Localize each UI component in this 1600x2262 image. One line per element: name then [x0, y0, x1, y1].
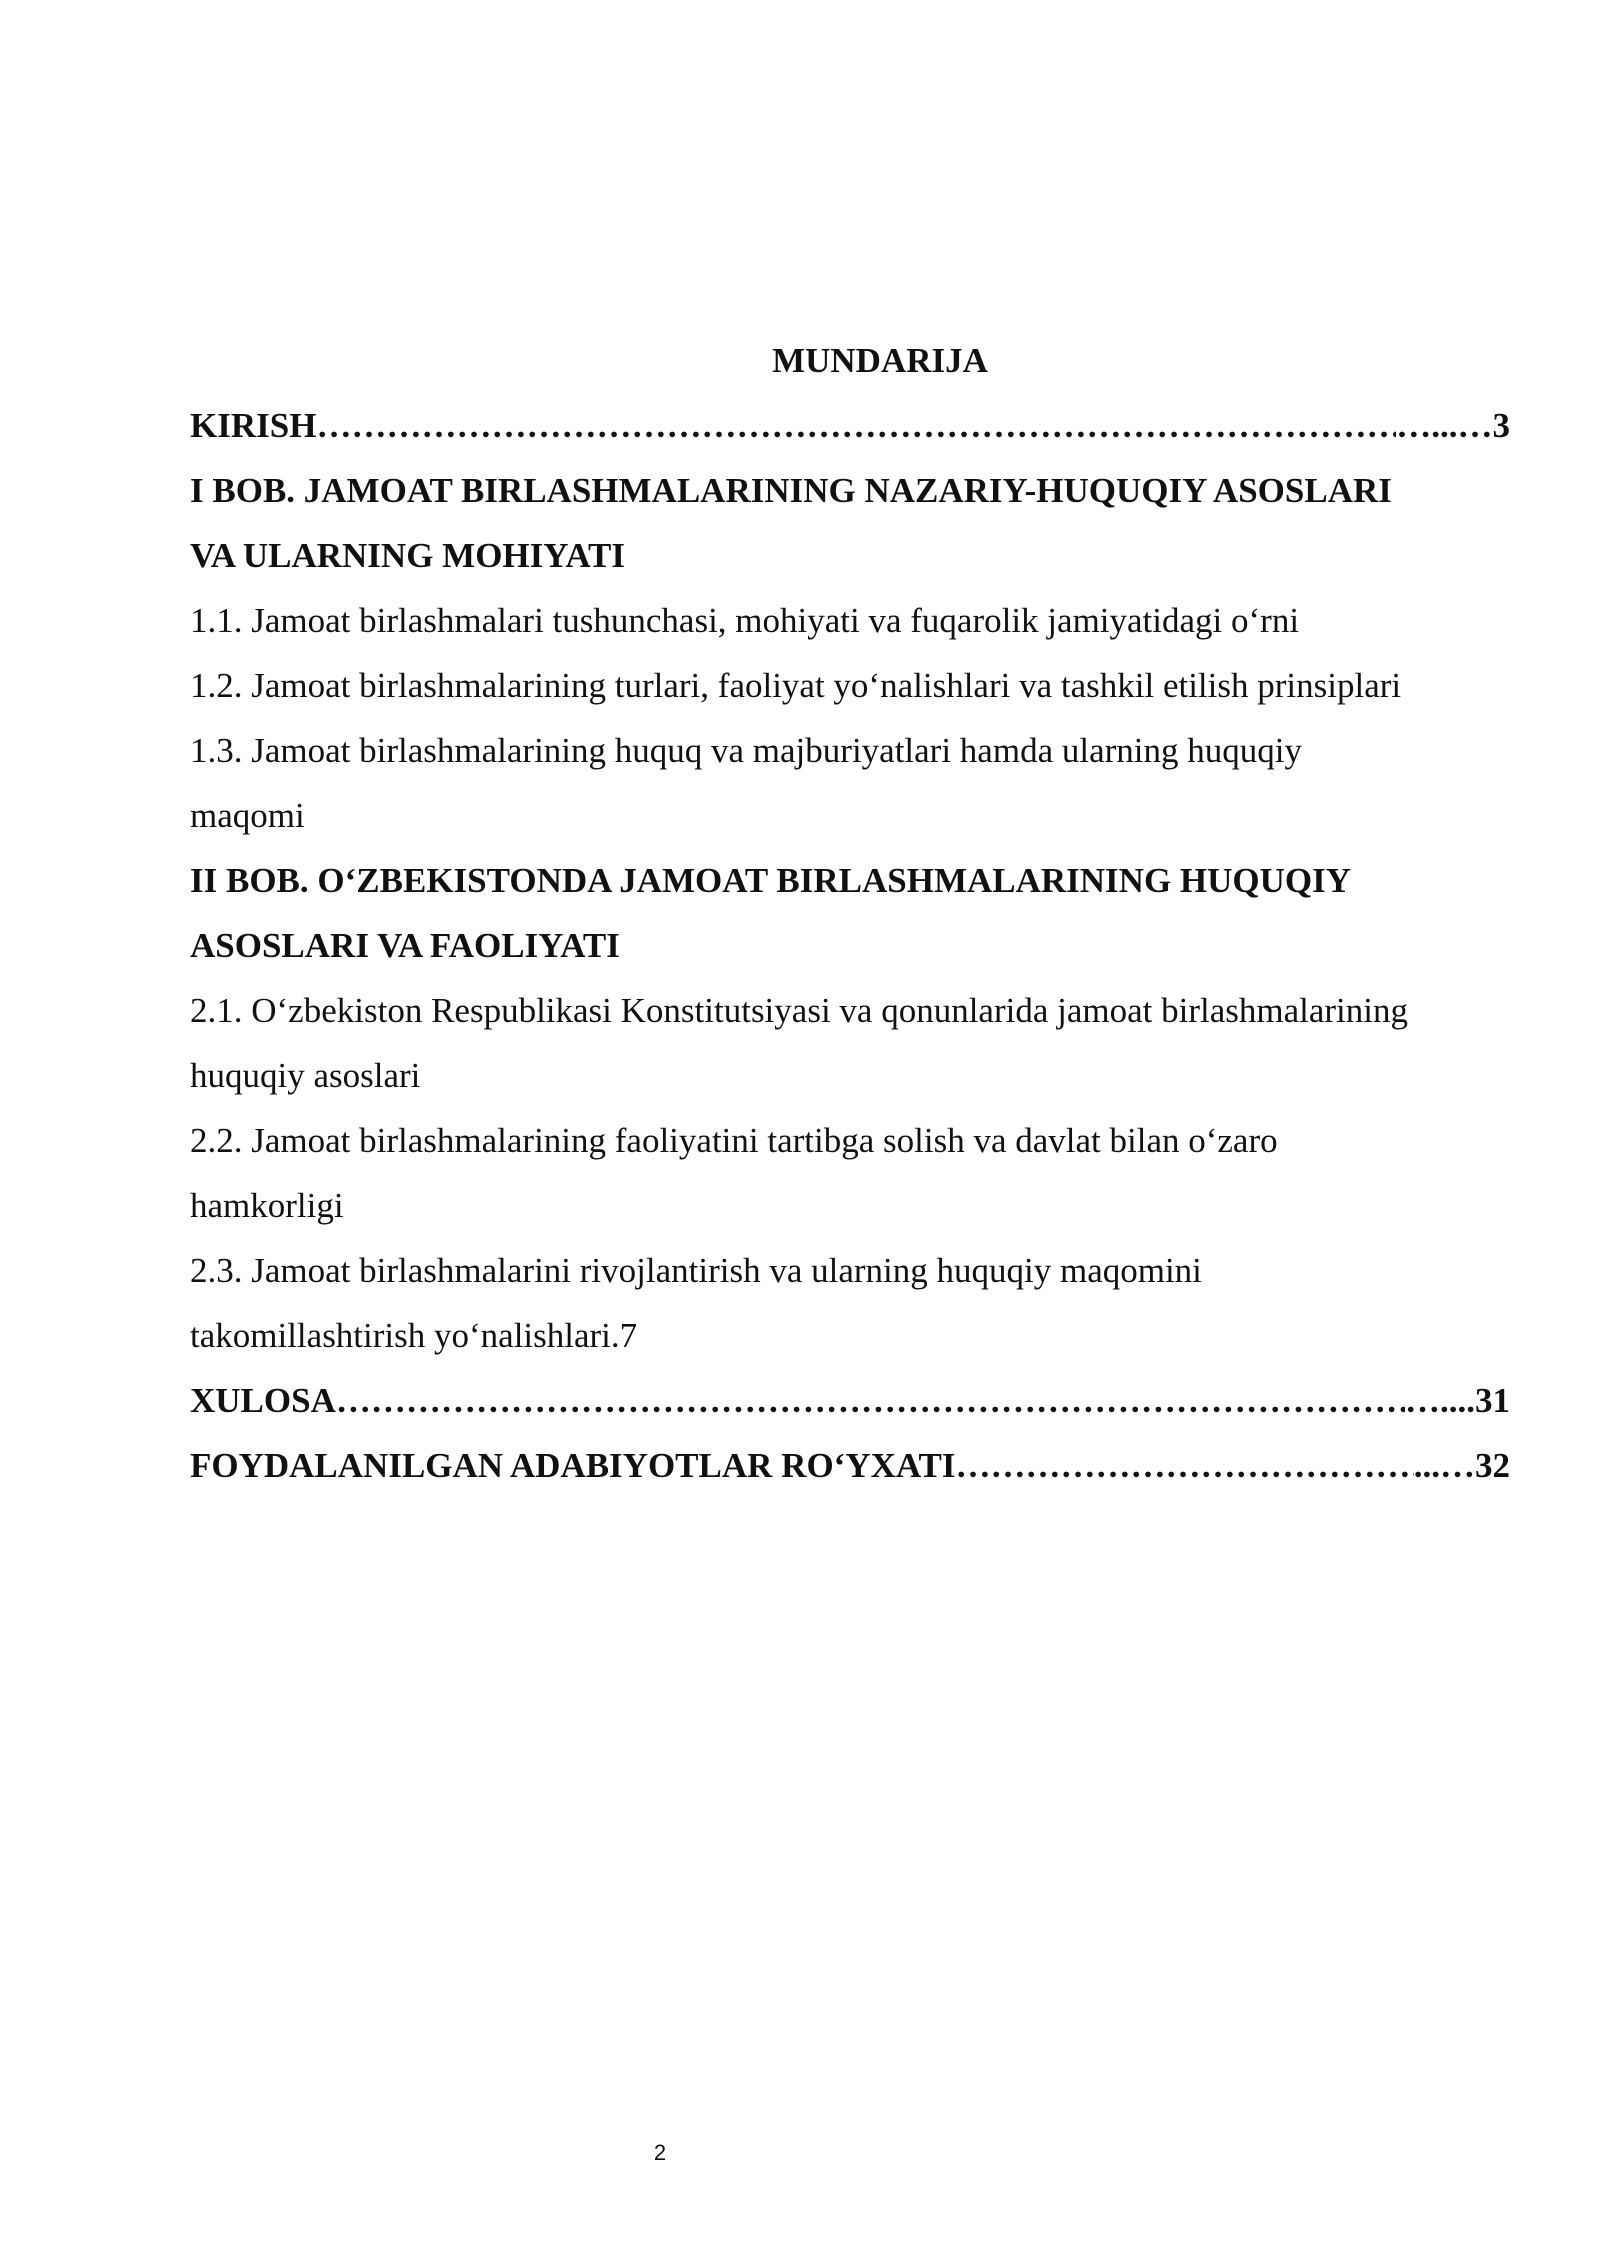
toc-entry-label: XULOSA — [190, 1381, 336, 1420]
toc-entry-page: ...…32 — [1413, 1446, 1510, 1485]
chapter-1-heading-line-1: I BOB. JAMOAT BIRLASHMALARINING NAZARIY-HUQUQIY ASOSLARI — [190, 471, 1392, 510]
section-2-3-line-1: 2.3. Jamoat birlashmalarini rivojlantirish va ularning huquqiy maqomini — [190, 1251, 1202, 1290]
toc-entry-adabiyotlar — [190, 1433, 1510, 1498]
toc-entry-label: FOYDALANILGAN ADABIYOTLAR RO‘YXATI — [190, 1446, 956, 1485]
section-2-2-line-2: hamkorligi — [190, 1186, 344, 1225]
section-2-2-line-1: 2.2. Jamoat birlashmalarining faoliyatini tartibga solish va davlat bilan o‘zaro — [190, 1121, 1278, 1160]
section-2-1-line-2: huquqiy asoslari — [190, 1056, 421, 1095]
section-1-2: 1.2. Jamoat birlashmalarining turlari, faoliyat yo‘nalishlari va tashkil etilish prinsiplari — [190, 666, 1402, 705]
dot-leader — [316, 393, 1396, 458]
table-of-contents — [190, 328, 1510, 1498]
section-1-1: 1.1. Jamoat birlashmalari tushunchasi, mohiyati va fuqarolik jamiyatidagi o‘rni — [190, 601, 1300, 640]
toc-entry-label: KIRISH — [190, 406, 317, 445]
toc-entry-page: …....31 — [1405, 1381, 1510, 1420]
section-1-3-line-2: maqomi — [190, 796, 305, 835]
section-2-3-line-2: takomillashtirish yo‘nalishlari.7 — [190, 1316, 638, 1355]
toc-entry-kirish — [190, 393, 1510, 458]
toc-entry-page: …...…3 — [1396, 406, 1510, 445]
chapter-2-heading-line-1: II BOB. O‘ZBEKISTONDA JAMOAT BIRLASHMALARINING HUQUQIY — [190, 861, 1352, 900]
dot-leader — [956, 1433, 1414, 1498]
section-2-1-line-1: 2.1. O‘zbekiston Respublikasi Konstitutsiyasi va qonunlarida jamoat birlashmalarining — [190, 991, 1408, 1030]
toc-title: MUNDARIJA — [772, 341, 988, 380]
chapter-1-heading-line-2: VA ULARNING MOHIYATI — [190, 536, 625, 575]
dot-leader — [336, 1368, 1405, 1433]
toc-entry-xulosa — [190, 1368, 1510, 1433]
section-1-3-line-1: 1.3. Jamoat birlashmalarining huquq va majburiyatlari hamda ularning huquqiy — [190, 731, 1302, 770]
page-number: 2 — [653, 2140, 667, 2165]
chapter-2-heading-line-2: ASOSLARI VA FAOLIYATI — [190, 926, 620, 965]
